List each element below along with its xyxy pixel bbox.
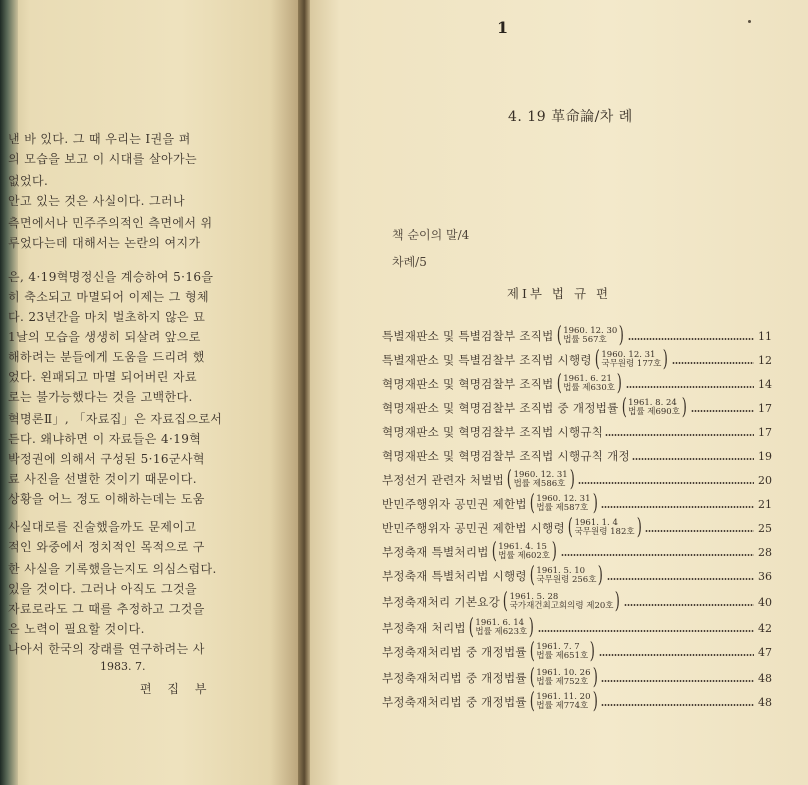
preface-line: 료 사진을 선별한 것이기 때문이다. bbox=[8, 472, 197, 486]
toc-entry-page: 17 bbox=[758, 401, 772, 415]
preface-line: 은, 4·19혁명정신을 계승하여 5·16을 bbox=[8, 270, 214, 284]
toc-entry-note: ( 1960. 12. 31 국무원령 177호 ) bbox=[594, 347, 669, 372]
toc-entry-page: 42 bbox=[758, 621, 772, 635]
toc-entry bbox=[382, 444, 772, 468]
page-mark: 1 bbox=[497, 18, 509, 37]
toc-entry-note: ( 1961. 6. 14 법률 제623호 ) bbox=[468, 615, 535, 640]
toc-entry-title: 부정축재 특별처리법 시행령 bbox=[382, 569, 527, 583]
preface-line: 혁명론Ⅱ」, 「자료집」은 자료집으로서 bbox=[8, 412, 223, 426]
preface-line: 1날의 모습을 생생히 되살려 앞으로 bbox=[8, 330, 201, 344]
toc-entry-law-number: 국무원령 182호 bbox=[574, 527, 635, 537]
toc-entry-page: 47 bbox=[758, 645, 772, 659]
toc-entry-page: 48 bbox=[758, 671, 772, 685]
toc-entry-law-number: 국무원령 177호 bbox=[601, 359, 662, 369]
toc-entry-date: 1960. 12. 31 bbox=[601, 350, 656, 360]
preface-line: 든다. 왜냐하면 이 자료들은 4·19혁 bbox=[8, 432, 202, 446]
toc-entry-date: 1961. 7. 7 bbox=[536, 642, 580, 652]
toc-entry-date: 1961. 5. 28 bbox=[509, 592, 559, 602]
preface-line: 박정권에 의해서 구성된 5·16군사혁 bbox=[8, 452, 205, 466]
toc-entry-law-number: 법률 제774호 bbox=[536, 701, 589, 711]
toc-entry-law-number: 법률 제651호 bbox=[536, 651, 589, 661]
toc-entry-page: 11 bbox=[758, 329, 772, 343]
toc-entry-law-number: 법률 제623호 bbox=[475, 627, 528, 637]
toc-entry-page: 21 bbox=[758, 497, 772, 511]
front-matter-item: 책 순이의 말/4 bbox=[392, 228, 470, 242]
toc-entry-title: 반민주행위자 공민권 제한법 시행령 bbox=[382, 521, 565, 535]
speck bbox=[748, 20, 751, 23]
toc-entry-page: 17 bbox=[758, 425, 772, 439]
toc-entry-title: 혁명재판소 및 혁명검찰부 조직법 시행규칙 개정 bbox=[382, 449, 630, 463]
preface-line: 히 축소되고 마멸되어 이제는 그 형체 bbox=[8, 290, 209, 304]
toc-entry-page: 28 bbox=[758, 545, 772, 559]
toc-entry-law-number: 법률 제586호 bbox=[513, 479, 566, 489]
toc-entry-page: 12 bbox=[758, 353, 772, 367]
preface-line: 안고 있는 것은 사실이다. 그러나 bbox=[8, 194, 185, 208]
toc-entry-title: 부정축재처리법 중 개정법률 bbox=[382, 695, 527, 709]
toc-entry-date: 1961. 10. 26 bbox=[536, 668, 591, 678]
toc-title: 4. 19 革命論/차 례 bbox=[508, 109, 633, 125]
toc-entry-date: 1960. 12. 30 bbox=[563, 326, 618, 336]
toc-entry-title: 반민주행위자 공민권 제한법 bbox=[382, 497, 527, 511]
toc-entry-date: 1961. 11. 20 bbox=[536, 692, 591, 702]
preface-line: 적인 와중에서 정치적인 목적으로 구 bbox=[8, 540, 205, 554]
front-matter-item: 차례/5 bbox=[392, 255, 427, 269]
left-page bbox=[0, 0, 300, 785]
dot-leader bbox=[607, 578, 754, 580]
toc-entry-title: 부정선거 관련자 처벌법 bbox=[382, 473, 504, 487]
toc-entry-law-number: 법률 제630호 bbox=[563, 383, 615, 393]
toc-entry-title: 부정축재 처리법 bbox=[382, 621, 466, 635]
toc-entry-title: 특별재판소 및 특별검찰부 조직법 bbox=[382, 329, 554, 343]
toc-entry bbox=[382, 516, 772, 540]
toc-entry-law-number: 법률 제690호 bbox=[628, 407, 680, 417]
toc-entry bbox=[382, 690, 772, 714]
toc-entry-date: 1961. 6. 14 bbox=[475, 618, 525, 628]
dot-leader bbox=[632, 458, 754, 460]
toc-entry-title: 혁명재판소 및 혁명검찰부 조직법 시행규칙 bbox=[382, 425, 604, 439]
toc-entry bbox=[382, 540, 772, 564]
dot-leader bbox=[626, 386, 754, 388]
section-heading: 제Ⅰ부 법 규 편 bbox=[506, 286, 612, 301]
toc-entry bbox=[382, 590, 772, 614]
preface-line: 나아서 한국의 장래를 연구하려는 사 bbox=[8, 642, 205, 656]
toc-entry-note: ( 1960. 12. 31 법률 제587호 ) bbox=[529, 491, 598, 516]
toc-entry bbox=[382, 348, 772, 372]
preface-line: 낸 바 있다. 그 때 우리는 Ⅰ권을 펴 bbox=[8, 132, 191, 146]
signature-date: 1983. 7. bbox=[100, 660, 146, 673]
preface-line: 있을 것이다. 그러나 아직도 그것을 bbox=[8, 582, 197, 596]
toc-entry-page: 48 bbox=[758, 695, 772, 709]
toc-entry-law-number: 국무원령 256호 bbox=[536, 575, 597, 585]
toc-entry-law-number: 법률 제752호 bbox=[536, 677, 589, 687]
toc-entry-title: 부정축재처리 기본요강 bbox=[382, 595, 501, 609]
dot-leader bbox=[601, 704, 754, 706]
toc-entry bbox=[382, 324, 772, 348]
dot-leader bbox=[624, 604, 754, 606]
dot-leader bbox=[601, 680, 754, 682]
toc-entry-title: 혁명재판소 및 혁명검찰부 조직법 bbox=[382, 377, 554, 391]
toc-entry-title: 혁명재판소 및 혁명검찰부 조직법 중 개정법률 bbox=[382, 401, 619, 415]
signature-editor: 편 집 부 bbox=[140, 682, 213, 696]
toc-entry-note: ( 1961. 5. 28 국가재건최고회의령 제20호 ) bbox=[502, 589, 621, 614]
preface-line: 었다. 왼패되고 마멸 되어버린 자료 bbox=[8, 370, 197, 384]
toc-entry-title: 특별재판소 및 특별검찰부 조직법 시행령 bbox=[382, 353, 592, 367]
preface-line: 없었다. bbox=[8, 174, 49, 188]
toc-entry-page: 36 bbox=[758, 569, 772, 583]
preface-line: 자료로라도 그 때를 추정하고 그것을 bbox=[8, 602, 205, 616]
preface-line: 한 사실을 기록했을는지도 의심스럽다. bbox=[8, 562, 217, 576]
toc-entry-page: 25 bbox=[758, 521, 772, 535]
toc-entry bbox=[382, 616, 772, 640]
toc-entry bbox=[382, 396, 772, 420]
right-page bbox=[310, 0, 808, 785]
toc-entry-note: ( 1961. 7. 7 법률 제651호 ) bbox=[529, 639, 596, 664]
dot-leader bbox=[645, 530, 754, 532]
toc-entry bbox=[382, 492, 772, 516]
dot-leader bbox=[599, 654, 754, 656]
dot-leader bbox=[691, 410, 754, 412]
dot-leader bbox=[605, 434, 754, 436]
toc-entry-date: 1961. 5. 10 bbox=[536, 566, 586, 576]
preface-line: 은 노력이 필요할 것이다. bbox=[8, 622, 145, 636]
toc-entry-note: ( 1961. 6. 21 법률 제630호 ) bbox=[556, 371, 622, 396]
front-matter-list bbox=[392, 226, 469, 280]
toc-entry-title: 부정축재 특별처리법 bbox=[382, 545, 489, 559]
preface-line: 루었다는데 대해서는 논란의 여지가 bbox=[8, 236, 201, 250]
toc-entry-note: ( 1961. 1. 4 국무원령 182호 ) bbox=[567, 515, 642, 540]
toc-entry-date: 1960. 12. 31 bbox=[513, 470, 568, 480]
toc-entry-date: 1961. 4. 15 bbox=[498, 542, 547, 552]
toc-entry-law-number: 국가재건최고회의령 제20호 bbox=[509, 601, 614, 611]
toc-entry bbox=[382, 420, 772, 444]
toc-entry-date: 1961. 8. 24 bbox=[628, 398, 677, 408]
dot-leader bbox=[538, 630, 754, 632]
toc-entry-page: 20 bbox=[758, 473, 772, 487]
dot-leader bbox=[672, 362, 754, 364]
toc-entry-date: 1961. 6. 21 bbox=[563, 374, 612, 384]
toc-entry-note: ( 1961. 10. 26 법률 제752호 ) bbox=[529, 665, 598, 690]
toc-entry-page: 40 bbox=[758, 595, 772, 609]
toc-entry-law-number: 법률 567호 bbox=[563, 335, 607, 345]
toc-entry-page: 14 bbox=[758, 377, 772, 391]
toc-entry-title: 부정축재처리법 중 개정법률 bbox=[382, 671, 527, 685]
toc-entry-note: ( 1961. 8. 24 법률 제690호 ) bbox=[621, 395, 687, 420]
preface-line: 다. 23년간을 마치 벌초하지 않은 묘 bbox=[8, 310, 206, 324]
toc-entry-note: ( 1961. 11. 20 법률 제774호 ) bbox=[529, 689, 598, 714]
preface-line: 측면에서나 민주주의적인 측면에서 위 bbox=[8, 216, 213, 230]
toc-entry bbox=[382, 372, 772, 396]
preface-line: 의 모습을 보고 이 시대를 살아가는 bbox=[8, 152, 197, 166]
preface-line: 상황을 어느 정도 이해하는데는 도움 bbox=[8, 492, 205, 506]
toc-entry-law-number: 법률 제602호 bbox=[498, 551, 551, 561]
toc-entry bbox=[382, 666, 772, 690]
toc-entry-note: ( 1960. 12. 30 법률 567호 ) bbox=[556, 323, 625, 348]
preface-line: 로는 불가능했다는 것을 고백한다. bbox=[8, 390, 193, 404]
dot-leader bbox=[578, 482, 754, 484]
toc-entry-page: 19 bbox=[758, 449, 772, 463]
preface-line: 해하려는 분들에게 도움을 드리려 했 bbox=[8, 350, 205, 364]
dot-leader bbox=[601, 506, 754, 508]
toc-entry-date: 1960. 12. 31 bbox=[536, 494, 591, 504]
toc-entry bbox=[382, 468, 772, 492]
dot-leader bbox=[628, 338, 754, 340]
preface-line: 사실대로를 진술했을까도 문제이고 bbox=[8, 520, 197, 534]
toc-entry-note: ( 1960. 12. 31 법률 제586호 ) bbox=[506, 467, 575, 492]
toc-entry-law-number: 법률 제587호 bbox=[536, 503, 589, 513]
toc-entry-note: ( 1961. 5. 10 국무원령 256호 ) bbox=[529, 563, 604, 588]
dot-leader bbox=[561, 554, 754, 556]
toc-entry bbox=[382, 564, 772, 588]
toc-entry-note: ( 1961. 4. 15 법률 제602호 ) bbox=[491, 539, 557, 564]
toc-entry-date: 1961. 1. 4 bbox=[574, 518, 618, 528]
toc-entry-title: 부정축재처리법 중 개정법률 bbox=[382, 645, 527, 659]
toc-entry bbox=[382, 640, 772, 664]
